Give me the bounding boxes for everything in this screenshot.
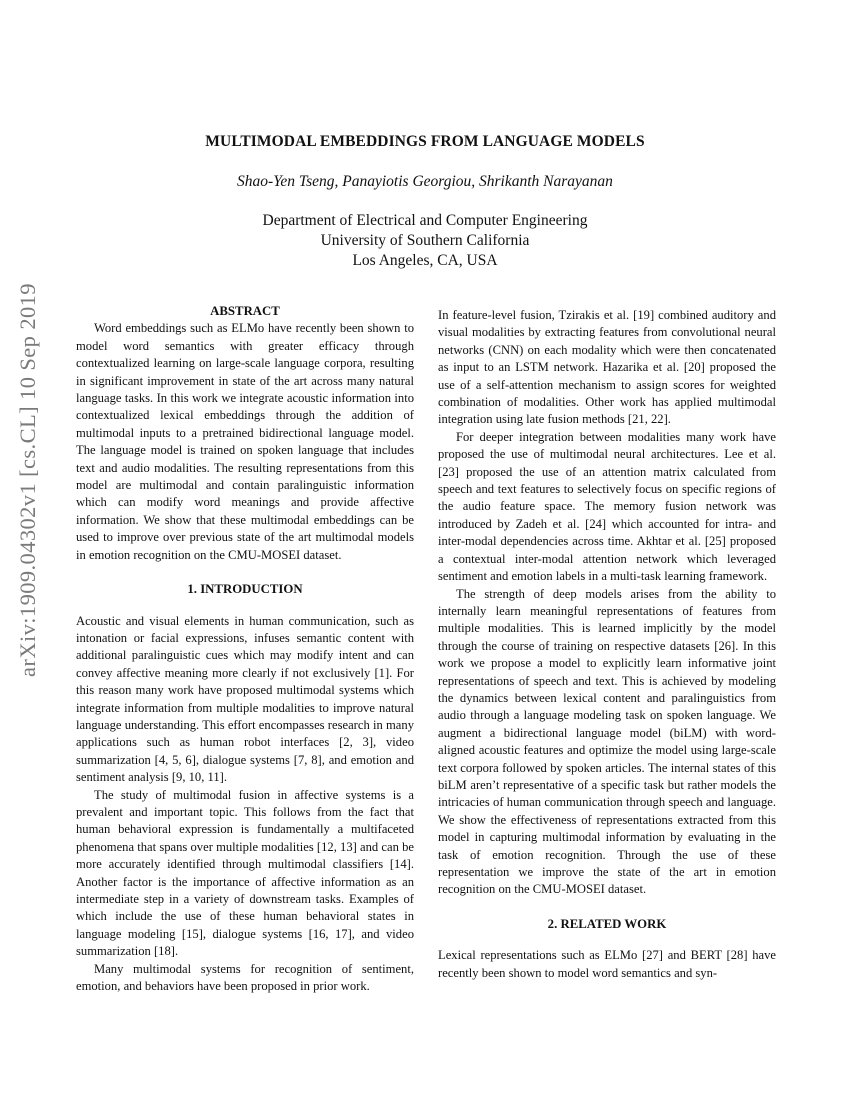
related-work-paragraph: Lexical representations such as ELMo [27] and BERT [28] have recently been shown to model word semantics and syn- bbox=[438, 948, 776, 980]
paper-authors: Shao-Yen Tseng, Panayiotis Georgiou, Shrikanth Narayanan bbox=[237, 173, 613, 190]
affiliation-block bbox=[0, 211, 850, 271]
paper-title: MULTIMODAL EMBEDDINGS FROM LANGUAGE MODELS bbox=[205, 133, 645, 150]
body-paragraph: In feature-level fusion, Tzirakis et al. [19] combined auditory and visual modalities by extracting features from convolutional neural networks (CNN) on each modality which were then concatenated as input to an LSTM network. Hazarika et al. [20] proposed the use of a self-attention mechanism to assign scores for weighted combination of modalities. Other work has applied multimodal integration using late fusion methods [21, 22]. bbox=[438, 308, 776, 427]
abstract-heading: ABSTRACT bbox=[210, 304, 280, 318]
affiliation-line: University of Southern California bbox=[320, 232, 530, 249]
abstract-text: Word embeddings such as ELMo have recently been shown to model word semantics with greater efficacy through contextualized learning on large-scale language corpora, resulting in significant improvement in state of the art across many natural language tasks. In this work we integrate acoustic information into contextualized lexical embeddings through the addition of multimodal inputs to a pretrained bidirectional language model. The language model is trained on spoken language that includes text and audio modalities. The resulting representations from this model are multimodal and contain paralinguistic information which can modify word meanings and provide affective information. We show that these multimodal embeddings can be used to improve over previous state of the art multimodal models in emotion recognition on the CMU-MOSEI dataset. bbox=[76, 321, 414, 562]
arxiv-stamp-text: arXiv:1909.04302v1 [cs.CL] 10 Sep 2019 bbox=[15, 283, 40, 677]
right-column bbox=[438, 307, 776, 982]
affiliation-line: Los Angeles, CA, USA bbox=[352, 252, 498, 269]
intro-paragraph: The study of multimodal fusion in affective systems is a prevalent and important topic. This follows from the fact that human behavioral expression is fundamentally a multifaceted phenomena that spans over multiple modalities [12, 13] and can be more accurately identified through multimodal classifiers [14]. Another factor is the importance of affective information as an intermediate step in a variety of downstream tasks. Examples of which include the use of these human behavioral states in language modeling [15], dialogue systems [16, 17], and video summarization [18]. bbox=[76, 787, 414, 959]
body-paragraph: The strength of deep models arises from the ability to internally learn meaningful representations of features from multiple modalities. This is learned implicitly by the model through the course of training on respective datasets [26]. In this work we propose a model to explicitly learn informative joint representations of speech and text. This is achieved by modeling the dynamics between lexical content and paralinguistics from audio through a language modeling task on spoken language. We augment a bidirectional language model (biLM) with word-aligned acoustic features and optimize the model using large-scale text corpora followed by spoken articles. The internal states of this biLM aren’t representative of a specific task but rather models the intricacies of human communication through speech and language. We show the effectiveness of representations extracted from this model in capturing multimodal information by evaluating in the task of emotion recognition. Through the use of these representation we improve the state of the art in emotion recognition on the CMU-MOSEI dataset. bbox=[438, 586, 776, 897]
affiliation-line: Department of Electrical and Computer Engineering bbox=[262, 212, 588, 229]
body-paragraph: For deeper integration between modalities many work have proposed the use of multimodal neural architectures. Lee et al. [23] proposed the use of an attention matrix calculated from speech and text features to selectively focus on specific regions of the audio feature space. The memory fusion network was introduced by Zadeh et al. [24] which accounted for intra- and inter-modal dependencies across time. Akhtar et al. [25] proposed a contextual inter-modal attention network which leveraged sentiment and emotion labels in a multi-task learning framework. bbox=[438, 429, 776, 584]
intro-paragraph: Many multimodal systems for recognition of sentiment, emotion, and behaviors have been proposed in prior work. bbox=[76, 961, 414, 994]
left-column bbox=[76, 303, 414, 995]
introduction-heading: 1. INTRODUCTION bbox=[187, 582, 303, 597]
intro-paragraph: Acoustic and visual elements in human communication, such as intonation or facial expressions, infuses semantic content with additional paralinguistic cues which may modify intent and can convey affective meaning more clearly if not exclusively [1]. For this reason many work have proposed multimodal systems which integrate information from multiple modalities to improve natural language understanding. This effort encompasses research in many applications such as human robot interfaces [2, 3], video summarization [4, 5, 6], dialogue systems [7, 8], and emotion and sentiment analysis [9, 10, 11]. bbox=[76, 613, 414, 785]
related-work-heading: 2. RELATED WORK bbox=[547, 916, 667, 931]
